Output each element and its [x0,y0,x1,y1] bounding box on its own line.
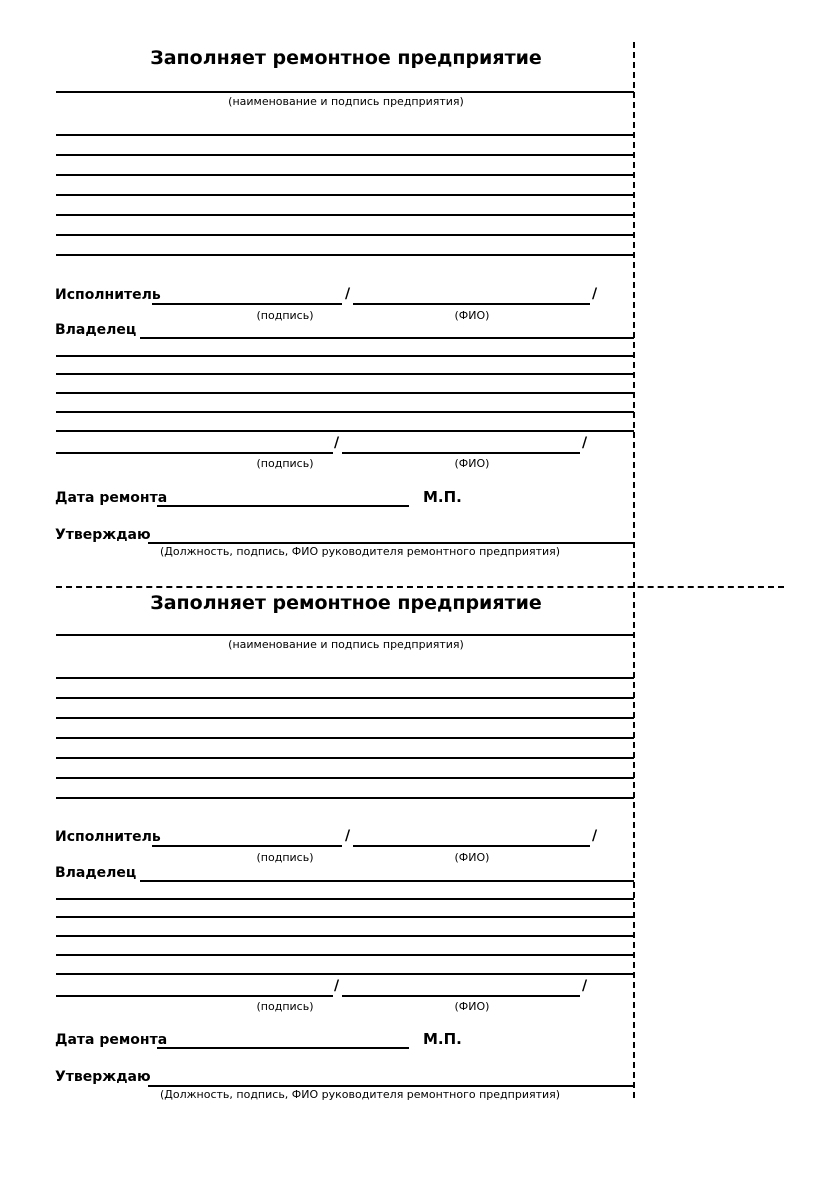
approve-caption: (Должность, подпись, ФИО руководителя ремонтного предприятия) [160,545,561,558]
owner-notes-line[interactable] [56,916,634,918]
notes-line[interactable] [56,254,634,256]
slash-separator: / [582,435,588,451]
notes-line[interactable] [56,174,634,176]
notes-line[interactable] [56,194,634,196]
executor-name-line[interactable] [353,845,590,847]
owner-notes-line[interactable] [56,898,634,900]
notes-line[interactable] [56,697,634,699]
owner-name-caption: (ФИО) [454,457,490,470]
section-title: Заполняет ремонтное предприятие [150,592,542,614]
enterprise-caption: (наименование и подпись предприятия) [228,638,464,651]
approve-label: Утверждаю [55,1069,151,1085]
notes-line[interactable] [56,737,634,739]
owner-name-line[interactable] [342,452,580,454]
executor-signature-line[interactable] [152,845,342,847]
signature-caption: (подпись) [256,851,314,864]
repair-date-label: Дата ремонта [55,490,168,506]
approve-line[interactable] [148,542,634,544]
owner-notes-line[interactable] [56,430,634,432]
slash-separator: / [345,828,351,844]
executor-label: Исполнитель [55,829,161,845]
owner-notes-line[interactable] [56,373,634,375]
repair-date-line[interactable] [157,1047,409,1049]
owner-line[interactable] [140,880,634,882]
owner-notes-line[interactable] [56,411,634,413]
owner-signature-caption: (подпись) [256,1000,314,1013]
notes-line[interactable] [56,134,634,136]
owner-notes-line[interactable] [56,392,634,394]
name-caption: (ФИО) [454,309,490,322]
section-title: Заполняет ремонтное предприятие [150,47,542,69]
slash-separator: / [334,435,340,451]
owner-label: Владелец [55,322,137,338]
notes-line[interactable] [56,777,634,779]
vertical-cut-line [633,42,635,1098]
slash-separator: / [345,286,351,302]
approve-line[interactable] [148,1085,634,1087]
slash-separator: / [592,286,598,302]
enterprise-name-line[interactable] [56,91,634,93]
approve-label: Утверждаю [55,527,151,543]
repair-date-line[interactable] [157,505,409,507]
owner-label: Владелец [55,865,137,881]
owner-signature-line[interactable] [56,452,333,454]
notes-line[interactable] [56,797,634,799]
notes-line[interactable] [56,214,634,216]
owner-signature-line[interactable] [56,995,333,997]
owner-signature-caption: (подпись) [256,457,314,470]
slash-separator: / [582,978,588,994]
executor-label: Исполнитель [55,287,161,303]
name-caption: (ФИО) [454,851,490,864]
enterprise-caption: (наименование и подпись предприятия) [228,95,464,108]
notes-line[interactable] [56,234,634,236]
notes-line[interactable] [56,757,634,759]
executor-signature-line[interactable] [152,303,342,305]
slash-separator: / [592,828,598,844]
owner-name-line[interactable] [342,995,580,997]
approve-caption: (Должность, подпись, ФИО руководителя ремонтного предприятия) [160,1088,561,1101]
owner-notes-line[interactable] [56,954,634,956]
enterprise-name-line[interactable] [56,634,634,636]
horizontal-cut-line [56,586,784,588]
owner-notes-line[interactable] [56,935,634,937]
owner-line[interactable] [140,337,634,339]
notes-line[interactable] [56,677,634,679]
owner-notes-line[interactable] [56,355,634,357]
owner-notes-line[interactable] [56,973,634,975]
notes-line[interactable] [56,154,634,156]
stamp-label: М.П. [423,488,462,506]
executor-name-line[interactable] [353,303,590,305]
notes-line[interactable] [56,717,634,719]
signature-caption: (подпись) [256,309,314,322]
stamp-label: М.П. [423,1030,462,1048]
slash-separator: / [334,978,340,994]
owner-name-caption: (ФИО) [454,1000,490,1013]
repair-date-label: Дата ремонта [55,1032,168,1048]
